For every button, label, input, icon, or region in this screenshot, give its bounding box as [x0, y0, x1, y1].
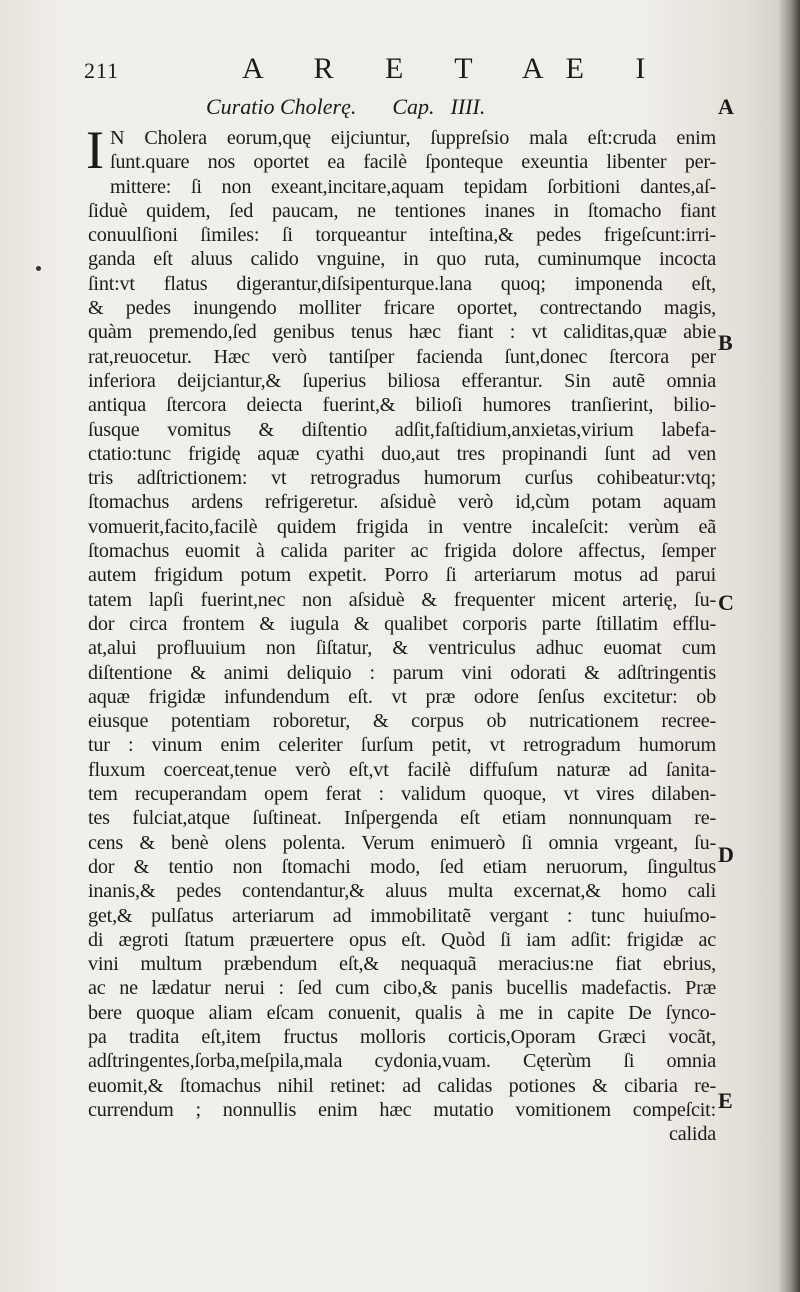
text-line: & pedes inungendo molliter fricare oportet, contrectando magis, — [88, 297, 716, 320]
text-line: vini multum præbendum eſt,& nequaquã meracius:ne fiat ebrius, — [88, 953, 716, 976]
text-line: inferiora deijciantur,& ſuperius biliosa efferantur. Sin autẽ omnia — [88, 369, 716, 392]
text-line: N Cholera eorum,quę eijciuntur, ſuppreſsio mala eſt:cruda enim — [109, 127, 716, 149]
body-text — [86, 120, 716, 1146]
text-line: di ægroti ſtatum præuertere opus eſt. Quòd ſi iam adſit: frigidæ ac — [88, 928, 716, 951]
text-line: cens & benè olens polenta. Verum enimuerò ſi omnia vrgeant, ſu- — [88, 831, 716, 854]
chapter-label: Curatio Cholerę. — [206, 94, 357, 119]
margin-letter-b: B — [718, 330, 733, 355]
text-line: adſtringentes,ſorba,meſpila,mala cydonia,vuam. Cęterùm ſi omnia — [88, 1050, 716, 1073]
text-line: inanis,& pedes contendantur,& aluus multa excernat,& homo cali — [88, 880, 716, 903]
text-line: ſiduè quidem, ſed paucam, ne tentiones inanes in ſtomacho fiant — [88, 199, 716, 222]
margin-letter-d: D — [718, 842, 734, 867]
ink-speck — [36, 266, 41, 271]
text-line: eiusque potentiam roboretur, & corpus ob nutricationem recree- — [88, 710, 716, 733]
text-line: pa tradita eſt,item fructus molloris corticis,Oporam Græci vocãt, — [88, 1025, 716, 1048]
text-line: ſint:vt flatus digerantur,diſsipenturque.lana quoq; imponenda eſt, — [88, 272, 716, 295]
text-line: ſusque vomitus & diſtentio adſit,faſtidium,anxietas,virium labefa- — [88, 418, 716, 441]
text-line: tes fulciat,atque ſuſtineat. Inſpergenda eſt etiam nonnunquam re- — [88, 807, 716, 830]
text-line: antiqua ſtercora deiecta fuerint,& bilioſi humores tranſierint, bilio- — [88, 394, 716, 417]
text-line: currendum ; nonnullis enim hæc mutatio vomitionem compeſcit: — [88, 1098, 716, 1121]
text-line: euomit,& ſtomachus nihil retinet: ad calidas potiones & cibaria re- — [88, 1074, 716, 1097]
chapter-number: IIII. — [450, 94, 486, 119]
text-line: quàm premendo,ſed genibus tenus hæc fiant : vt caliditas,quæ abie — [88, 321, 716, 344]
text-line: rat,reuocetur. Hæc verò tantiſper facienda ſunt,donec ſtercora per — [88, 345, 716, 368]
text-line: calida — [669, 1123, 716, 1146]
text-line: tatem lapſi fuerint,nec non aſsiduè & frequenter micent arterię, ſu- — [88, 588, 716, 611]
text-line: conuulſioni ſimiles: ſi torqueantur inteſtina,& pedes frigeſcunt:irri- — [88, 224, 716, 247]
chapter-heading — [206, 94, 485, 120]
text-line: tris adſtrictionem: vt retrogradus humorum curſus cohibeatur:vtq; — [88, 467, 716, 490]
text-line: tem recuperandam opem ferat : validum quoque, vt vires dilaben- — [88, 783, 716, 806]
text-line: autem frigidum potum expetit. Porro ſi arteriarum motus ad parui — [88, 564, 716, 587]
text-line: ganda eſt aluus calido vnguine, in quo ruta, cuminumque incocta — [88, 248, 716, 271]
margin-letter-e: E — [718, 1088, 733, 1113]
text-line: get,& pulſatus arteriarum ad immobilitatẽ vergant : tunc huiuſmo- — [88, 904, 716, 927]
text-line: bere quoque aliam eſcam conuenit, qualis à me in capite De ſynco- — [88, 1001, 716, 1024]
text-line: diſtentione & animi deliquio : parum vini odorati & adſtringentis — [88, 661, 716, 684]
chapter-abbrev: Cap. — [392, 94, 435, 119]
text-line: at,alui profluuium non ſiſtatur, & ventriculus adhuc euomat cum — [88, 637, 716, 660]
running-head — [84, 52, 724, 92]
text-line: ſtomachus ardens refrigeretur. aſsiduè verò id,cùm potam aquam — [88, 491, 716, 514]
text-line: tur : vinum enim celeriter ſurſum petit, vt retrogradum humorum — [88, 734, 716, 757]
text-line: aquæ frigidæ infundendum eſt. vt præ odore ſenſus excitetur: ob — [88, 685, 716, 708]
margin-letter-c: C — [718, 590, 734, 615]
book-title: A R E T AE I — [242, 52, 668, 85]
text-line: ſunt.quare nos oportet ea facilè ſponteque exeuntia libenter per- — [109, 151, 716, 174]
text-line: ſtomachus euomit à calida pariter ac frigida dolore affectus, ſemper — [88, 540, 716, 563]
text-line: ac ne lædatur nerui : ſed cum cibo,& panis bucellis madefactis. Præ — [88, 977, 716, 1000]
margin-letter-a: A — [718, 94, 734, 119]
text-line: mittere: ſi non exeant,incitare,aquam tepidam ſorbitioni dantes,aſ- — [109, 175, 716, 198]
drop-cap: I — [86, 120, 104, 180]
text-line: dor circa frontem & iugula & qualibet corporis parte ſtillatim efflu- — [88, 612, 716, 635]
page-number: 211 — [84, 58, 120, 83]
text-line: vomuerit,facito,facilè quidem frigida in ventre incaleſcit: verùm eã — [88, 515, 716, 538]
page-edge-shadow — [778, 0, 800, 1292]
text-line: fluxum coerceat,tenue verò eſt,vt facilè diffuſum naturæ ad ſanita- — [88, 758, 716, 781]
text-line: dor & tentio non ſtomachi modo, ſed etiam neruorum, ſingultus — [88, 855, 716, 878]
text-line: ctatio:tunc frigidę aquæ cyathi duo,aut tres propinandi ſunt ad ven — [88, 442, 716, 465]
